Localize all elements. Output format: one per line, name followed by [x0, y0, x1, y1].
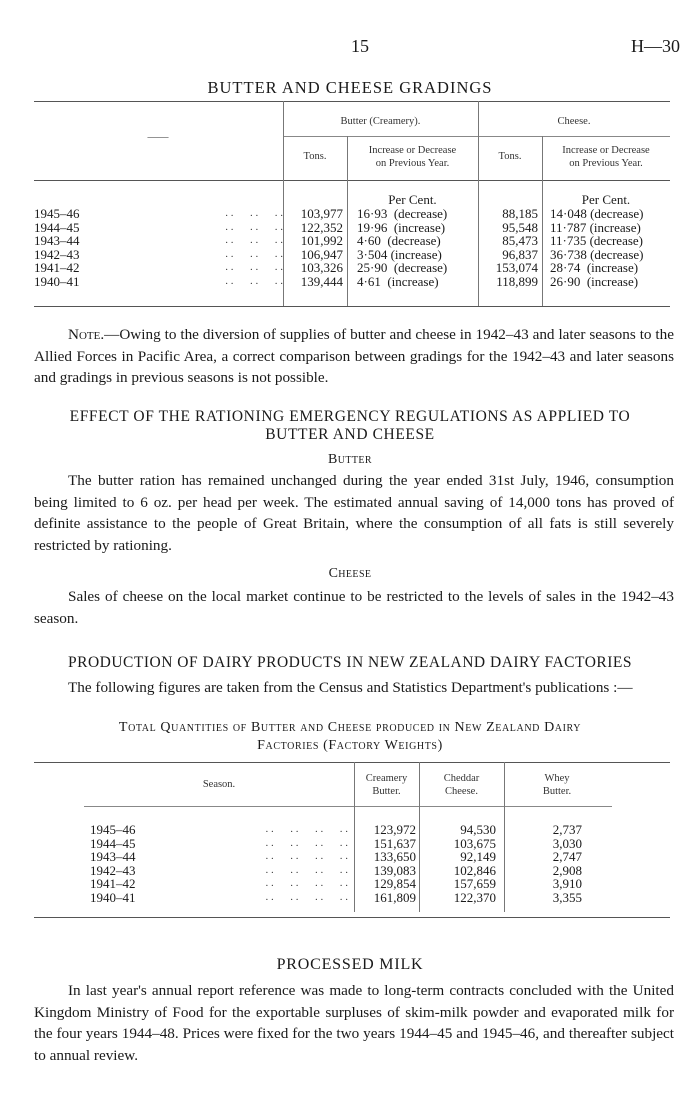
table-row: [34, 261, 674, 275]
leader-dots: . . . . . .: [225, 274, 283, 287]
cheddar-cell: 92,149: [460, 849, 496, 865]
table1-header-rule: [34, 180, 670, 181]
header-line: Cheese.: [445, 786, 478, 797]
table-row: [34, 248, 674, 262]
butter-tons-cell: 103,326: [300, 260, 343, 276]
butter-tons-cell: 106,947: [300, 246, 343, 262]
whey-cell: 3,030: [552, 835, 582, 851]
leader-dots: . . . . . .: [225, 207, 283, 219]
creamery-cell: 161,809: [373, 889, 416, 905]
header-line: Whey: [544, 773, 570, 784]
heading-line: EFFECT OF THE RATIONING EMERGENCY REGULATIONS AS APPLIED TO: [69, 408, 631, 425]
table1-percent-label: Per Cent.: [388, 192, 437, 207]
leader-dots: . . . . . .: [225, 261, 283, 274]
table-row: [34, 275, 674, 289]
table1-body: [34, 207, 674, 289]
note-label: Note.: [68, 326, 105, 343]
table-row: [90, 877, 582, 891]
cheddar-cell: 103,675: [453, 835, 496, 851]
cheese-tons-cell: 88,185: [502, 206, 538, 221]
butter-change-cell: 3·504 (increase): [357, 246, 442, 262]
season-cell: 1940–41: [34, 273, 80, 289]
whey-cell: 3,355: [552, 889, 582, 905]
leader-dots: . . . . . . . .: [265, 890, 348, 903]
table1-top-rule: [34, 101, 670, 102]
cheese-tons-cell: 96,837: [502, 246, 538, 262]
butter-change-cell: 25·90 (decrease): [357, 260, 448, 276]
header-line: on Previous Year.: [375, 158, 450, 169]
leader-dots: . . . . . . . .: [265, 836, 348, 849]
table1-percent-label-cheese: Per Cent.: [581, 192, 631, 207]
cheddar-cell: 122,370: [453, 889, 496, 905]
season-cell: 1945–46: [90, 822, 136, 837]
table2-top-rule: [34, 762, 670, 763]
table2-title: [0, 719, 700, 755]
table1-group-butter: Butter (Creamery).: [340, 116, 421, 127]
season-cell: 1940–41: [90, 889, 136, 905]
cheese-change-cell: 28·74 (increase): [550, 260, 639, 276]
cheese-change-cell: 36·738 (decrease): [550, 246, 644, 262]
table1-group-rule: [283, 136, 670, 137]
table2-col-season: Season.: [202, 779, 236, 790]
table-row: [90, 837, 582, 851]
rationing-heading: [0, 408, 700, 444]
table1-title: BUTTER AND CHEESE GRADINGS: [207, 78, 493, 97]
season-cell: 1941–42: [90, 876, 136, 892]
butter-tons-cell: 101,992: [300, 233, 343, 249]
leader-dots: . . . . . .: [225, 247, 283, 260]
cheese-change-cell: 11·787 (increase): [550, 219, 641, 235]
cheese-tons-cell: 95,548: [502, 219, 538, 235]
butter-subheading: Butter: [328, 452, 372, 467]
table-row: [34, 207, 674, 221]
processed-milk-paragraph: In last year's annual report reference was made to long-term contracts concluded with the United Kingdom Ministry of Food for the exportable surpluses of skim-milk powder and evaporated milk for the four years 1944–48. Prices were fixed for the two years 1944–45 and 1945–46, and thereafter subject to annual review.: [34, 982, 674, 1064]
season-cell: 1942–43: [34, 246, 80, 262]
table1-group-cheese: Cheese.: [557, 116, 591, 127]
table-row: [90, 850, 582, 864]
page-reference: H—30: [631, 36, 680, 56]
cheese-change-cell: 26·90 (increase): [550, 273, 639, 289]
table2-col-creamery: [354, 772, 419, 798]
leader-dots: . . . . . . . .: [265, 823, 348, 835]
cheddar-cell: 102,846: [453, 862, 496, 878]
creamery-cell: 139,083: [373, 862, 416, 878]
cheese-paragraph: Sales of cheese on the local market continue to be restricted to the levels of sales in the 1942–43 season.: [34, 588, 674, 627]
production-heading: PRODUCTION OF DAIRY PRODUCTS IN NEW ZEALAND DAIRY FACTORIES: [68, 654, 632, 671]
season-cell: 1943–44: [90, 849, 136, 865]
table-row: [34, 234, 674, 248]
header-line: Increase or Decrease: [562, 145, 650, 156]
header-line: Increase or Decrease: [368, 145, 457, 156]
table1-bottom-rule: [34, 306, 670, 307]
season-cell: 1944–45: [90, 835, 136, 851]
note-paragraph: [34, 324, 674, 389]
butter-change-cell: 16·93 (decrease): [357, 206, 448, 221]
cheese-tons-cell: 153,074: [495, 260, 538, 276]
header-line: Creamery: [365, 773, 408, 784]
butter-change-cell: 4·60 (decrease): [357, 233, 441, 249]
cheese-subheading: Cheese: [328, 566, 372, 581]
creamery-cell: 133,650: [373, 849, 416, 865]
cheddar-cell: 94,530: [460, 822, 496, 837]
leader-dots: . . . . . . . .: [265, 863, 348, 876]
creamery-cell: 123,972: [373, 822, 416, 837]
header-line: Butter.: [372, 786, 401, 797]
production-intro: The following figures are taken from the Census and Statistics Department's publications :—: [68, 679, 633, 696]
season-cell: 1942–43: [90, 862, 136, 878]
heading-line: BUTTER AND CHEESE: [265, 426, 435, 443]
note-text: —Owing to the diversion of supplies of butter and cheese in 1942–43 and later seasons to the Allied Forces in Pacific Area, a correct comparison between gradings for the 1942–43 and later seasons and gradings in previous seasons is not possible.: [34, 326, 674, 386]
table1-col-change-cheese: [542, 144, 670, 170]
leader-dots: . . . . . . . .: [265, 877, 348, 890]
processed-milk-heading: PROCESSED MILK: [276, 956, 424, 973]
table2-header-rule: [84, 806, 612, 807]
table2-col-cheddar: [419, 772, 504, 798]
butter-tons-cell: 122,352: [300, 219, 343, 235]
header-line: Cheddar: [443, 773, 480, 784]
season-cell: 1945–46: [34, 206, 80, 221]
page-number: 15: [351, 36, 369, 56]
heading-line: Total Quantities of Butter and Cheese produced in New Zealand Dairy: [118, 720, 582, 735]
table1-col-tons: Tons.: [303, 151, 327, 162]
butter-change-cell: 4·61 (increase): [357, 273, 439, 289]
table-row: [90, 864, 582, 878]
butter-change-cell: 19·96 (increase): [357, 219, 446, 235]
table1-stub-header: ——: [147, 132, 169, 143]
table2-bottom-rule: [34, 917, 670, 918]
cheese-change-cell: 14·048 (decrease): [550, 206, 644, 221]
table1-col-change: [347, 144, 478, 170]
table2-body: [90, 823, 582, 905]
heading-line: Factories (Factory Weights): [257, 738, 443, 753]
whey-cell: 2,747: [552, 849, 582, 865]
header-line: Butter.: [542, 786, 572, 797]
season-cell: 1944–45: [34, 219, 80, 235]
butter-tons-cell: 103,977: [300, 206, 343, 221]
whey-cell: 3,910: [552, 876, 582, 892]
whey-cell: 2,737: [552, 822, 582, 837]
leader-dots: . . . . . .: [225, 220, 283, 233]
creamery-cell: 151,637: [373, 835, 416, 851]
table1-col-tons-cheese: Tons.: [498, 151, 522, 162]
table-row: [34, 221, 674, 235]
header-line: on Previous Year.: [569, 158, 643, 169]
creamery-cell: 129,854: [373, 876, 416, 892]
cheddar-cell: 157,659: [453, 876, 496, 892]
whey-cell: 2,908: [552, 862, 582, 878]
table2-col-whey: [504, 772, 610, 798]
season-cell: 1943–44: [34, 233, 80, 249]
table-row: [90, 891, 582, 905]
cheese-change-cell: 11·735 (decrease): [550, 233, 643, 249]
cheese-tons-cell: 118,899: [496, 273, 538, 289]
cheese-tons-cell: 85,473: [502, 233, 538, 249]
butter-paragraph: The butter ration has remained unchanged during the year ended 31st July, 1946, consumption being limited to 6 oz. per head per week. The estimated annual saving of 14,000 tons has proved of definite assistance to the people of Great Britain, where the consumption of all fats is still severely restricted by rationing.: [34, 472, 674, 554]
leader-dots: . . . . . . . .: [265, 850, 348, 863]
leader-dots: . . . . . .: [225, 234, 283, 247]
season-cell: 1941–42: [34, 260, 80, 276]
table-row: [90, 823, 582, 837]
butter-tons-cell: 139,444: [300, 273, 343, 289]
